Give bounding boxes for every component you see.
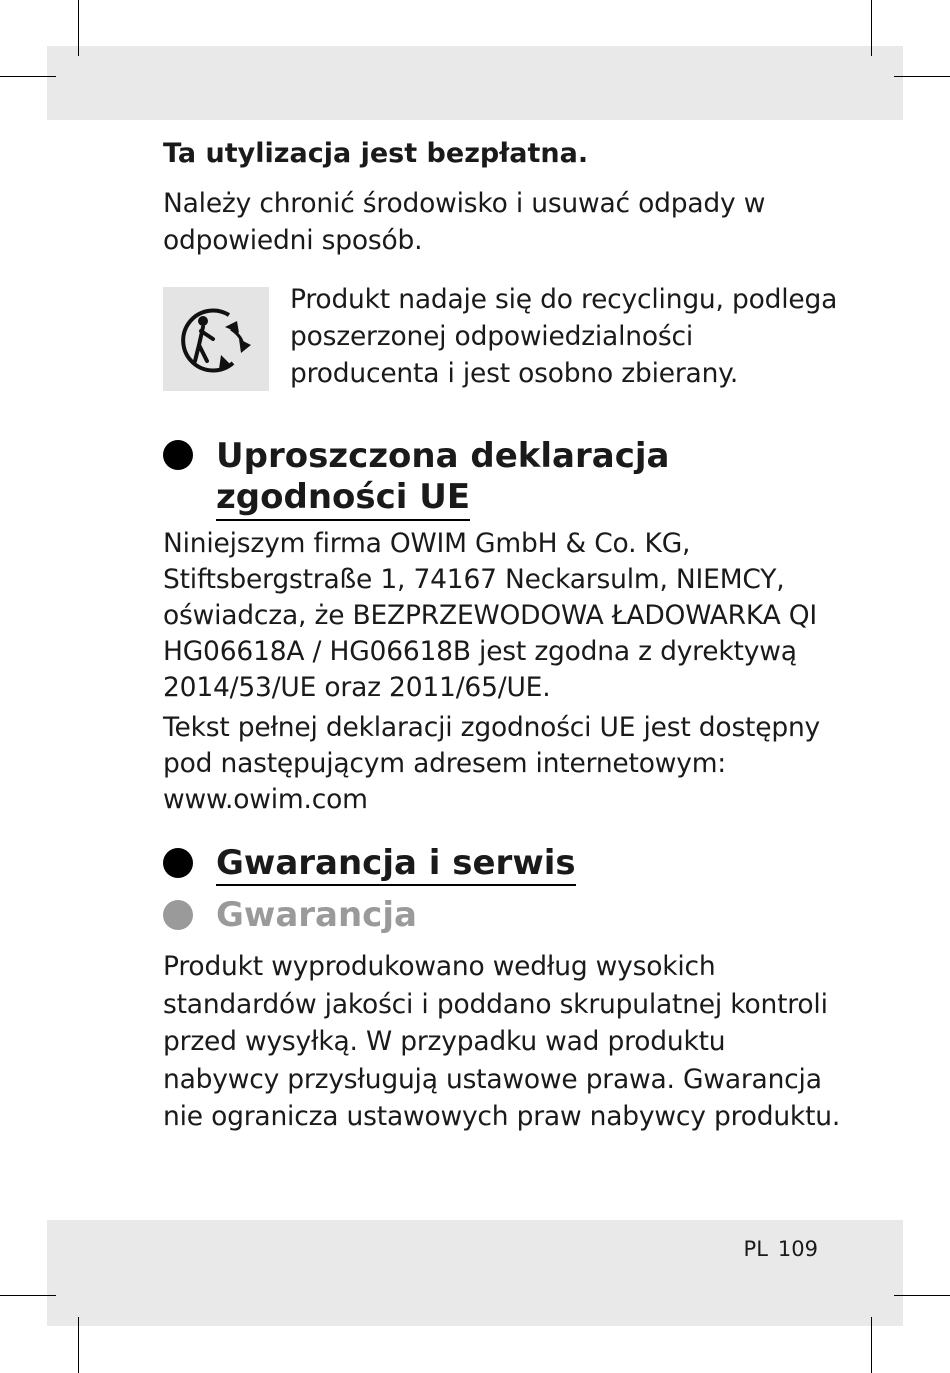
crop-mark	[871, 1317, 872, 1373]
header-band	[47, 46, 903, 120]
environment-paragraph: Należy chronić środowisko i usuwać odpady w odpowiedni sposób.	[163, 188, 766, 256]
warranty-service-title: Gwarancja i serwis	[216, 843, 576, 884]
bullet-icon	[163, 848, 193, 878]
crop-mark	[894, 1295, 950, 1296]
crop-mark	[78, 1317, 79, 1373]
crop-mark	[871, 0, 872, 56]
page-footer	[744, 1236, 818, 1262]
page-number: 109	[777, 1237, 818, 1261]
crop-mark	[894, 76, 950, 77]
crop-mark	[0, 76, 56, 77]
warranty-paragraph: Produkt wyprodukowano według wysokich standardów jakości i poddano skrupulatnej kontroli przed wysyłką. W przypadku wad produktu nabywcy przysługują ustawowe prawa. Gwarancja nie ogranicza ustawowych praw nabywcy produktu.	[163, 951, 841, 1132]
declaration-paragraph-2: Tekst pełnej deklaracji zgodności UE jest dostępny pod następującym adresem internetowym: www.owim.com	[163, 712, 821, 815]
triman-recycling-icon	[163, 287, 269, 391]
declaration-paragraph-1: Niniejszym firma OWIM GmbH & Co. KG, Stiftsbergstraße 1, 74167 Neckarsulm, NIEMCY, oświadcza, że BEZPRZEWODOWA ŁADOWARKA QI HG06618A / HG06618B jest zgodna z dyrektywą 2014/53/UE oraz 2011/65/UE.	[163, 528, 818, 703]
lead-text: Ta utylizacja jest bezpłatna.	[163, 138, 589, 169]
crop-mark	[78, 0, 79, 56]
bullet-icon	[163, 440, 193, 470]
declaration-title-line2: zgodności UE	[216, 477, 470, 518]
crop-mark	[0, 1295, 56, 1296]
declaration-title-line1: Uproszczona deklaracja	[216, 436, 670, 476]
language-code: PL	[743, 1237, 768, 1261]
recycling-note: Produkt nadaje się do recyclingu, podlega poszerzonej odpowiedzialności producenta i jest osobno zbierany.	[290, 284, 838, 389]
bullet-icon	[163, 900, 193, 930]
warranty-title: Gwarancja	[216, 895, 417, 935]
